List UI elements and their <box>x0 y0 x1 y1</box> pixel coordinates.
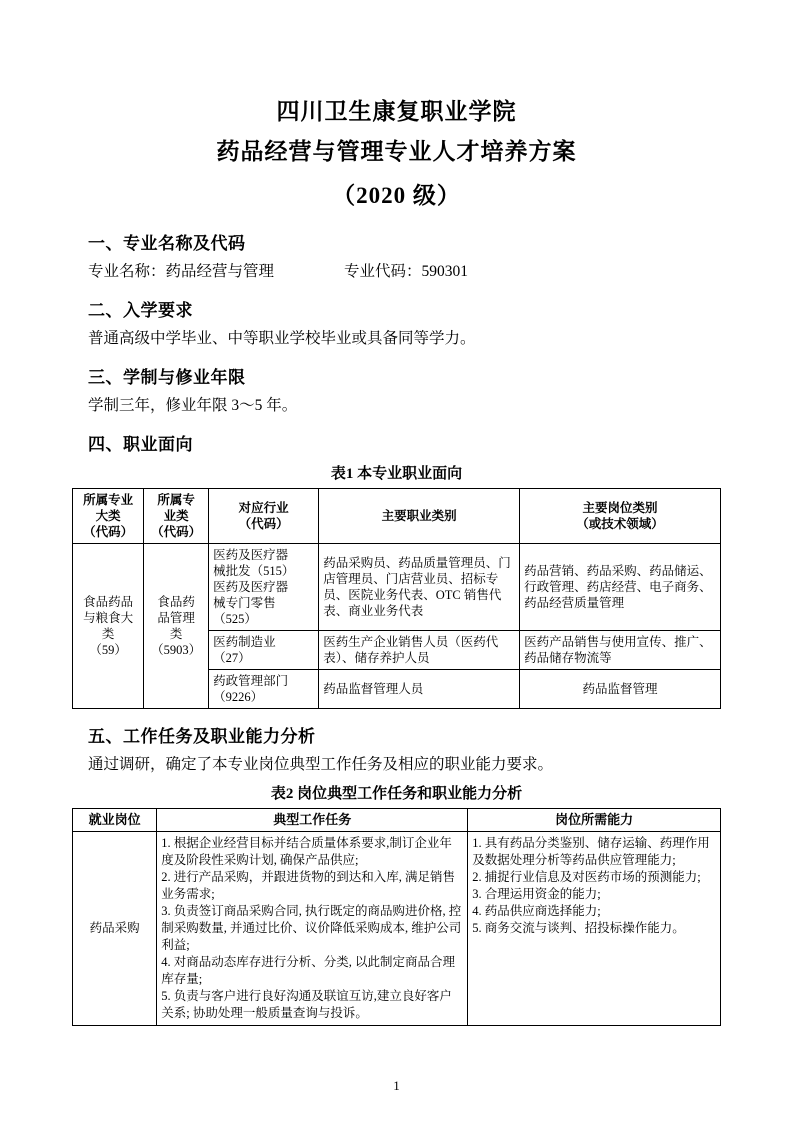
cell-occupations-3: 药品监督管理人员 <box>319 670 520 709</box>
table-row <box>73 832 721 1026</box>
cell-posts-2: 医药产品销售与使用宣传、推广、药品储存物流等 <box>520 631 721 670</box>
section-1-content <box>72 261 721 283</box>
section-5-text: 通过调研，确定了本专业岗位典型工作任务及相应的职业能力要求。 <box>88 756 554 773</box>
section-heading-1: 一、专业名称及代码 <box>88 234 246 253</box>
cell-job-name: 药品采购 <box>73 832 157 1026</box>
document-title <box>72 92 721 216</box>
table-career-orientation <box>72 488 721 709</box>
table-row-header <box>73 809 721 832</box>
cell-posts-3: 药品监督管理 <box>520 670 721 709</box>
table-tasks-abilities <box>72 808 721 1026</box>
section-heading-3: 三、学制与修业年限 <box>88 368 246 387</box>
col-header-tasks: 典型工作任务 <box>157 809 468 832</box>
title-line-3: （2020 级） <box>332 183 461 208</box>
cell-occupations-1: 药品采购员、药品质量管理员、门店管理员、门店营业员、招标专员、医院业务代表、OTC 销售代表、商业业务代表 <box>319 544 520 631</box>
section-heading-5: 五、工作任务及职业能力分析 <box>88 727 316 746</box>
cell-posts-1: 药品营销、药品采购、药品储运、行政管理、药店经营、电子商务、药品经营质量管理 <box>520 544 721 631</box>
cell-major-category: 食品药品 与粮食大 类 （59） <box>73 544 144 709</box>
col-header-abilities: 岗位所需能力 <box>468 809 721 832</box>
cell-occupations-2: 医药生产企业销售人员（医药代表）、储存养护人员 <box>319 631 520 670</box>
table-2-caption: 表2 岗位典型工作任务和职业能力分析 <box>270 786 523 802</box>
col-header-industry: 对应行业 （代码） <box>209 489 319 544</box>
section-heading-2: 二、入学要求 <box>88 301 193 320</box>
section-2-text: 普通高级中学毕业、中等职业学校毕业或具备同等学力。 <box>88 330 476 347</box>
cell-industry-1: 医药及医疗器 械批发（515） 医药及医疗器 械专门零售 （525） <box>209 544 319 631</box>
cell-major-class: 食品药 品管理 类 （5903） <box>144 544 209 709</box>
major-name: 专业名称：药品经营与管理 <box>88 263 275 280</box>
cell-industry-3: 药政管理部门 （9226） <box>209 670 319 709</box>
col-header-major-class: 所属专 业类 （代码） <box>144 489 209 544</box>
cell-typical-tasks: 1. 根据企业经营目标并结合质量体系要求,制订企业年度及阶段性采购计划, 确保产品供应; 2. 进行产品采购，并跟进货物的到达和入库, 满足销售业务需求; 3. 负责签订商品采购合同, 执行既定的商品购进价格, 控制采购数量, 并通过比价、议价降低采购成本, 维护公司利益; 4. 对商品动态库存进行分析、分类, 以此制定商品合理库存量; 5. 负责与客户进行良好沟通及联谊互访,建立良好客户关系; 协助处理一般质量查询与投诉。 <box>157 832 468 1026</box>
table-row <box>73 544 721 631</box>
table-1-caption: 表1 本专业职业面向 <box>330 466 463 482</box>
title-line-1: 四川卫生康复职业学院 <box>276 99 517 124</box>
title-line-2: 药品经营与管理专业人才培养方案 <box>216 139 577 164</box>
section-3-text: 学制三年，修业年限 3～5 年。 <box>88 397 298 414</box>
cell-industry-2: 医药制造业 （27） <box>209 631 319 670</box>
cell-required-abilities: 1. 具有药品分类鉴别、储存运输、药理作用及数据处理分析等药品供应管理能力; 2. 捕捉行业信息及对医药市场的预测能力; 3. 合理运用资金的能力; 4. 药品供应商选择能力; 5. 商务交流与谈判、招投标操作能力。 <box>468 832 721 1026</box>
col-header-major-category: 所属专业 大类 （代码） <box>73 489 144 544</box>
page-number: 1 <box>393 1078 400 1093</box>
table-row-header <box>73 489 721 544</box>
section-heading-4: 四、职业面向 <box>88 435 193 454</box>
col-header-occupations: 主要职业类别 <box>319 489 520 544</box>
col-header-job: 就业岗位 <box>73 809 157 832</box>
col-header-posts: 主要岗位类别 （或技术领域） <box>520 489 721 544</box>
major-code: 专业代码：590301 <box>344 263 469 280</box>
